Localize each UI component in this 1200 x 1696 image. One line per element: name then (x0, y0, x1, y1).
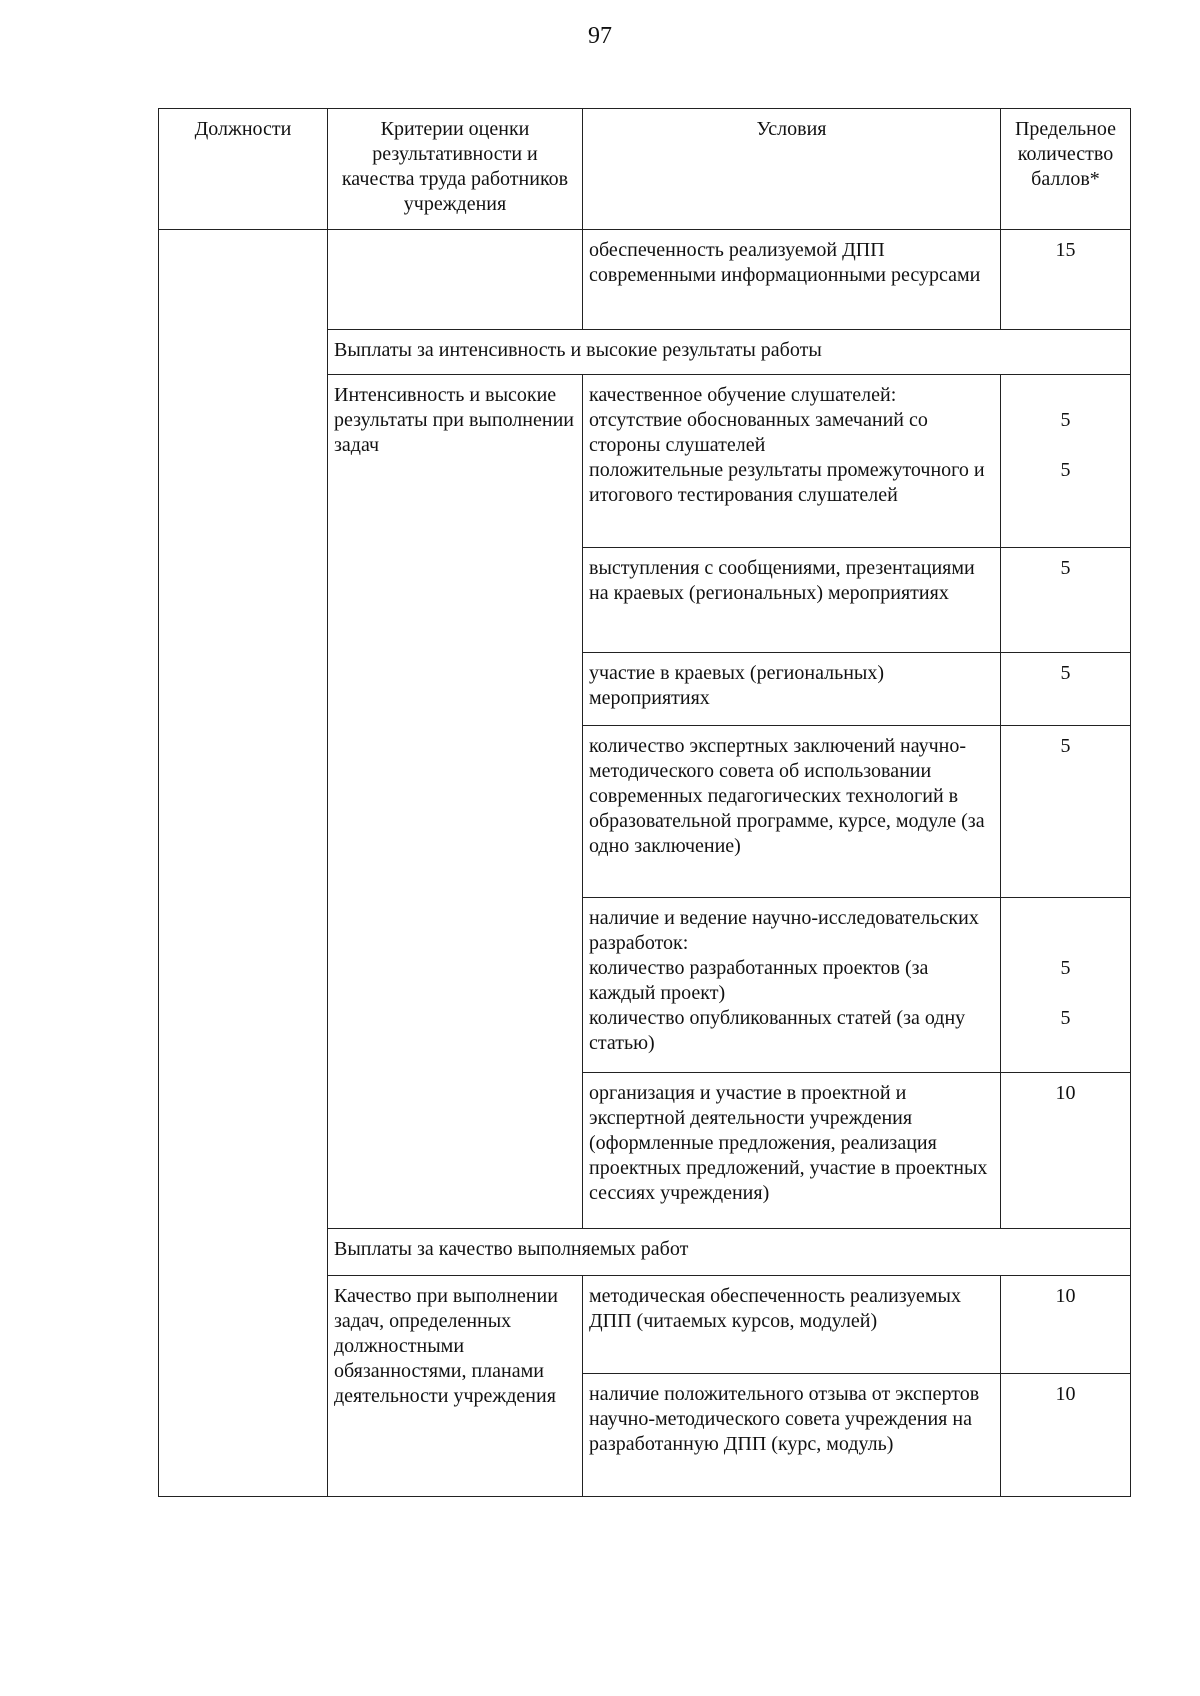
condition-line: количество разработанных проектов (за каждый проект) (589, 957, 929, 1004)
points-cell (1001, 898, 1131, 1073)
points-cell: 10 (1001, 1073, 1131, 1229)
points-cell: 5 (1001, 726, 1131, 898)
conditions-cell: наличие положительного отзыва от экспертов научно-методического совета учреждения на разработанную ДПП (курс, модуль) (583, 1374, 1001, 1497)
criterion-quality: Качество при выполнении задач, определенных должностными обязанностями, планами деятельности учреждения (328, 1276, 583, 1497)
conditions-cell: участие в краевых (региональных) мероприятиях (583, 653, 1001, 726)
header-criteria: Критерии оценки результативности и качества труда работников учреждения (328, 109, 583, 230)
points-cell: 5 (1001, 653, 1131, 726)
section-title: Выплаты за качество выполняемых работ (328, 1229, 1131, 1276)
header-position: Должности (159, 109, 328, 230)
points-cell: 10 (1001, 1276, 1131, 1374)
conditions-cell (583, 375, 1001, 548)
page-number: 97 (588, 23, 612, 49)
section-title: Выплаты за интенсивность и высокие результаты работы (328, 330, 1131, 375)
condition-line: положительные результаты промежуточного и итогового тестирования слушателей (589, 459, 985, 506)
points-cell: 10 (1001, 1374, 1131, 1497)
criteria-cell-empty (328, 230, 583, 330)
condition-line: качественное обучение слушателей: (589, 384, 897, 406)
conditions-cell: организация и участие в проектной и экспертной деятельности учреждения (оформленные предложения, реализация проектных предложений, участие в проектных сессиях учреждения) (583, 1073, 1001, 1229)
table-row (159, 230, 1131, 330)
conditions-cell (583, 898, 1001, 1073)
criterion-intensity: Интенсивность и высокие результаты при выполнении задач (328, 375, 583, 1229)
points-value: 5 (1060, 409, 1071, 431)
conditions-cell: количество экспертных заключений научно-методического совета об использовании современных педагогических технологий в образовательной программе, курсе, модуле (за одно заключение) (583, 726, 1001, 898)
points-cell (1001, 375, 1131, 548)
condition-line: количество опубликованных статей (за одну статью) (589, 1007, 966, 1054)
position-cell (159, 230, 328, 1497)
points-cell: 15 (1001, 230, 1131, 330)
points-value: 5 (1060, 957, 1071, 979)
points-value: 5 (1060, 1007, 1071, 1029)
header-conditions: Условия (583, 109, 1001, 230)
conditions-cell: обеспеченность реализуемой ДПП современными информационными ресурсами (583, 230, 1001, 330)
points-value: 5 (1060, 459, 1071, 481)
points-cell: 5 (1001, 548, 1131, 653)
conditions-cell: выступления с сообщениями, презентациями на краевых (региональных) мероприятиях (583, 548, 1001, 653)
conditions-cell: методическая обеспеченность реализуемых ДПП (читаемых курсов, модулей) (583, 1276, 1001, 1374)
table-header-row (159, 109, 1131, 230)
condition-line: отсутствие обоснованных замечаний со стороны слушателей (589, 409, 928, 456)
header-max-points: Предельное количество баллов* (1001, 109, 1131, 230)
condition-line: наличие и ведение научно-исследовательских разработок: (589, 907, 979, 954)
criteria-table (158, 108, 1131, 1497)
